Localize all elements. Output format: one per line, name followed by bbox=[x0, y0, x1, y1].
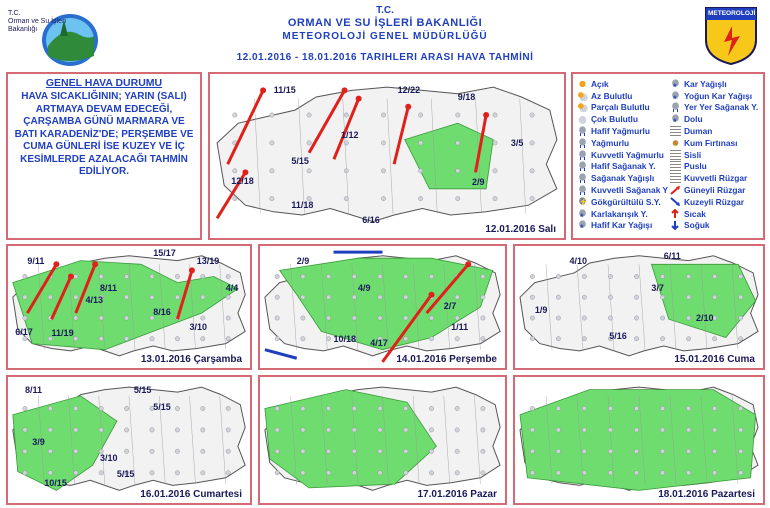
legend-item bbox=[670, 137, 758, 149]
legend-item bbox=[670, 196, 758, 208]
legend-label: Çok Bulutlu bbox=[591, 114, 638, 125]
temperature-label: 4/13 bbox=[85, 294, 103, 305]
snow-icon bbox=[670, 91, 681, 101]
rain-icon bbox=[577, 138, 588, 148]
forecast-map bbox=[6, 244, 252, 370]
temperature-label: 3/10 bbox=[99, 452, 118, 463]
temperature-label: 4/9 bbox=[358, 282, 371, 293]
legend-label: Kuvvetli Yağmurlu bbox=[591, 149, 664, 160]
turkey-map bbox=[515, 246, 763, 368]
map-date-label: 12.01.2016 Salı bbox=[485, 224, 556, 235]
turkey-map bbox=[515, 377, 763, 503]
temperature-label: 5/15 bbox=[291, 156, 309, 166]
temperature-label: 3/9 bbox=[32, 437, 45, 448]
map-date-label: 16.01.2016 Cumartesi bbox=[140, 489, 242, 500]
map-date-label: 17.01.2016 Pazar bbox=[417, 489, 497, 500]
temperature-label: 5/15 bbox=[116, 468, 135, 479]
temperature-label: 10/15 bbox=[44, 477, 67, 488]
summary-text: HAVA SICAKLIĞININ; YARIN (SALI) ARTMAYA DEVAM EDECEĞİ, ÇARŞAMBA GÜNÜ MARMARA VE BATI KARADENİZ'DE; PERŞEMBE VE CUMA GÜNLERİ İSE KUZEY VE İÇ KESİMLERDE AZALACAĞI TAHMİN EDİLİYOR. bbox=[14, 91, 194, 177]
logo-text-3: Bakanlığı bbox=[8, 26, 38, 33]
turkey-map bbox=[210, 74, 564, 238]
legend-label: Hafif Yağmurlu bbox=[591, 126, 650, 137]
header bbox=[0, 0, 770, 70]
temperature-label: 5/16 bbox=[609, 331, 627, 342]
legend-item bbox=[670, 113, 758, 125]
rain-icon bbox=[577, 185, 588, 195]
smoke-icon bbox=[670, 126, 681, 136]
rain-icon bbox=[670, 102, 681, 112]
header-line-3: METEOROLOJİ GENEL MÜDÜRLÜĞÜ bbox=[282, 31, 488, 42]
storm-icon bbox=[577, 197, 588, 207]
rain-icon bbox=[577, 173, 588, 183]
header-line-2: ORMAN VE SU İŞLERİ BAKANLIĞI bbox=[287, 17, 483, 29]
forecast-period: 12.01.2016 - 18.01.2016 TARIHLERI ARASI HAVA TAHMİNİ bbox=[236, 52, 534, 63]
summary-title: GENEL HAVA DURUMU bbox=[45, 77, 163, 89]
temperature-label: 5/15 bbox=[133, 384, 152, 395]
legend-item bbox=[670, 208, 758, 220]
snow-icon bbox=[577, 220, 588, 230]
temperature-label: 11/15 bbox=[273, 85, 296, 96]
temperature-label: 4/10 bbox=[569, 255, 588, 266]
hot-icon bbox=[670, 209, 681, 219]
turkey-map bbox=[260, 377, 505, 503]
map-date-label: 13.01.2016 Çarşamba bbox=[140, 354, 242, 365]
legend-item bbox=[577, 102, 668, 114]
temperature-label: 2/9 bbox=[296, 255, 310, 266]
forecast-map bbox=[513, 244, 765, 370]
temperature-label: 5/15 bbox=[153, 402, 171, 413]
temperature-label: 2/9 bbox=[471, 177, 485, 188]
legend-label: Puslu bbox=[684, 161, 707, 172]
legend-item bbox=[670, 90, 758, 102]
legend-left-column bbox=[577, 78, 668, 231]
legend-label: Hafif Sağanak Y. bbox=[591, 161, 656, 172]
logo-text-1: T.C. bbox=[8, 10, 21, 17]
legend-item bbox=[577, 125, 668, 137]
legend-label: Soğuk bbox=[684, 220, 710, 231]
legend bbox=[571, 72, 765, 240]
ministry-logo bbox=[8, 6, 100, 66]
legend-item bbox=[670, 172, 758, 184]
legend-label: Sıcak bbox=[684, 208, 706, 219]
rain-icon bbox=[577, 150, 588, 160]
legend-item bbox=[670, 102, 758, 114]
temperature-label: 3/10 bbox=[189, 321, 208, 332]
sun-icon bbox=[577, 79, 588, 89]
forecast-map bbox=[258, 244, 507, 370]
legend-item bbox=[577, 149, 668, 161]
legend-item bbox=[577, 113, 668, 125]
legend-label: Güneyli Rüzgar bbox=[684, 185, 746, 196]
legend-label: Kar Yağışlı bbox=[684, 78, 727, 89]
forecast-map bbox=[208, 72, 566, 240]
general-weather-summary bbox=[6, 72, 202, 240]
legend-item bbox=[577, 90, 668, 102]
cloud-icon bbox=[577, 114, 588, 124]
temperature-label: 4/17 bbox=[370, 337, 388, 348]
temperature-label: 1/12 bbox=[340, 129, 359, 140]
strong-wind-icon bbox=[670, 173, 681, 183]
sleet-icon bbox=[577, 209, 588, 219]
legend-item bbox=[670, 125, 758, 137]
temperature-label: 12/18 bbox=[231, 175, 254, 186]
temperature-label: 6/17 bbox=[15, 326, 33, 337]
temperature-label: 3/5 bbox=[510, 137, 524, 148]
map-date-label: 15.01.2016 Cuma bbox=[674, 354, 755, 365]
legend-item bbox=[577, 196, 668, 208]
legend-label: Yağmurlu bbox=[591, 137, 630, 148]
temperature-label: 1/9 bbox=[534, 304, 548, 315]
temperature-label: 1/11 bbox=[451, 321, 469, 332]
meteorology-logo-text: METEOROLOJİ bbox=[708, 10, 756, 17]
legend-label: Az Bulutlu bbox=[591, 90, 633, 101]
legend-label: Yer Yer Sağanak Y. bbox=[684, 102, 759, 113]
rain-icon bbox=[577, 161, 588, 171]
forecast-map bbox=[513, 375, 765, 505]
temperature-label: 9/18 bbox=[457, 92, 476, 103]
legend-label: Kum Fırtınası bbox=[684, 137, 738, 148]
meteorology-logo bbox=[702, 4, 760, 66]
legend-item bbox=[577, 78, 668, 90]
temperature-label: 8/11 bbox=[99, 282, 117, 293]
legend-label: Kuvvetli Sağanak Y bbox=[591, 185, 669, 196]
temperature-label: 8/11 bbox=[24, 384, 42, 395]
sandstorm-icon bbox=[670, 138, 681, 148]
legend-item bbox=[577, 208, 668, 220]
temperature-label: 11/19 bbox=[51, 327, 74, 338]
snow-icon bbox=[670, 79, 681, 89]
legend-label: Sisli bbox=[684, 149, 702, 160]
legend-label: Dolu bbox=[684, 114, 703, 125]
legend-item bbox=[577, 220, 668, 232]
legend-item bbox=[670, 149, 758, 161]
temperature-label: 2/7 bbox=[443, 300, 457, 311]
legend-label: Yoğun Kar Yağışı bbox=[684, 90, 753, 101]
temperature-label: 3/7 bbox=[651, 282, 664, 293]
legend-label: Kuvvetli Rüzgar bbox=[684, 173, 748, 184]
legend-item bbox=[577, 137, 668, 149]
legend-item bbox=[577, 184, 668, 196]
temperature-label: 6/16 bbox=[362, 215, 380, 226]
hail-icon bbox=[670, 114, 681, 124]
temperature-label: 9/11 bbox=[27, 255, 45, 266]
forecast-map bbox=[258, 375, 507, 505]
map-date-label: 14.01.2016 Perşembe bbox=[396, 354, 497, 365]
temperature-label: 10/18 bbox=[333, 333, 357, 344]
forecast-map bbox=[6, 375, 252, 505]
temperature-label: 2/10 bbox=[696, 313, 714, 324]
rain-icon bbox=[577, 126, 588, 136]
fog-icon bbox=[670, 150, 681, 160]
legend-label: Hafif Kar Yağışı bbox=[591, 220, 653, 231]
south-wind-arrow-icon bbox=[670, 185, 681, 195]
legend-label: Kuzeyli Rüzgar bbox=[684, 196, 745, 207]
temperature-label: 6/11 bbox=[663, 250, 681, 261]
temperature-label: 13/19 bbox=[196, 255, 220, 266]
legend-right-column bbox=[670, 78, 758, 231]
legend-item bbox=[670, 161, 758, 173]
temperature-label: 4/4 bbox=[225, 282, 239, 293]
temperature-label: 15/17 bbox=[153, 248, 176, 259]
haze-icon bbox=[670, 161, 681, 171]
north-wind-arrow-icon bbox=[670, 197, 681, 207]
legend-label: Duman bbox=[684, 126, 713, 137]
temperature-label: 8/16 bbox=[153, 307, 171, 317]
legend-item bbox=[670, 220, 758, 232]
legend-label: Gökgürültülü S.Y. bbox=[591, 196, 661, 207]
legend-item bbox=[670, 78, 758, 90]
legend-item bbox=[577, 172, 668, 184]
legend-item bbox=[670, 184, 758, 196]
partly-cloudy-icon bbox=[577, 91, 588, 101]
logo-text-2: Orman ve Su İşleri bbox=[8, 18, 66, 25]
legend-label: Açık bbox=[591, 78, 609, 89]
cold-icon bbox=[670, 220, 681, 230]
legend-item bbox=[577, 161, 668, 173]
partly-cloudy-icon bbox=[577, 102, 588, 112]
header-line-1: T.C. bbox=[376, 5, 394, 16]
temperature-label: 12/22 bbox=[397, 85, 421, 96]
legend-label: Karlakarışık Y. bbox=[591, 208, 648, 219]
legend-label: Sağanak Yağışlı bbox=[591, 173, 655, 184]
legend-label: Parçalı Bulutlu bbox=[591, 102, 650, 113]
map-date-label: 18.01.2016 Pazartesi bbox=[658, 489, 755, 500]
temperature-label: 11/18 bbox=[291, 200, 314, 211]
